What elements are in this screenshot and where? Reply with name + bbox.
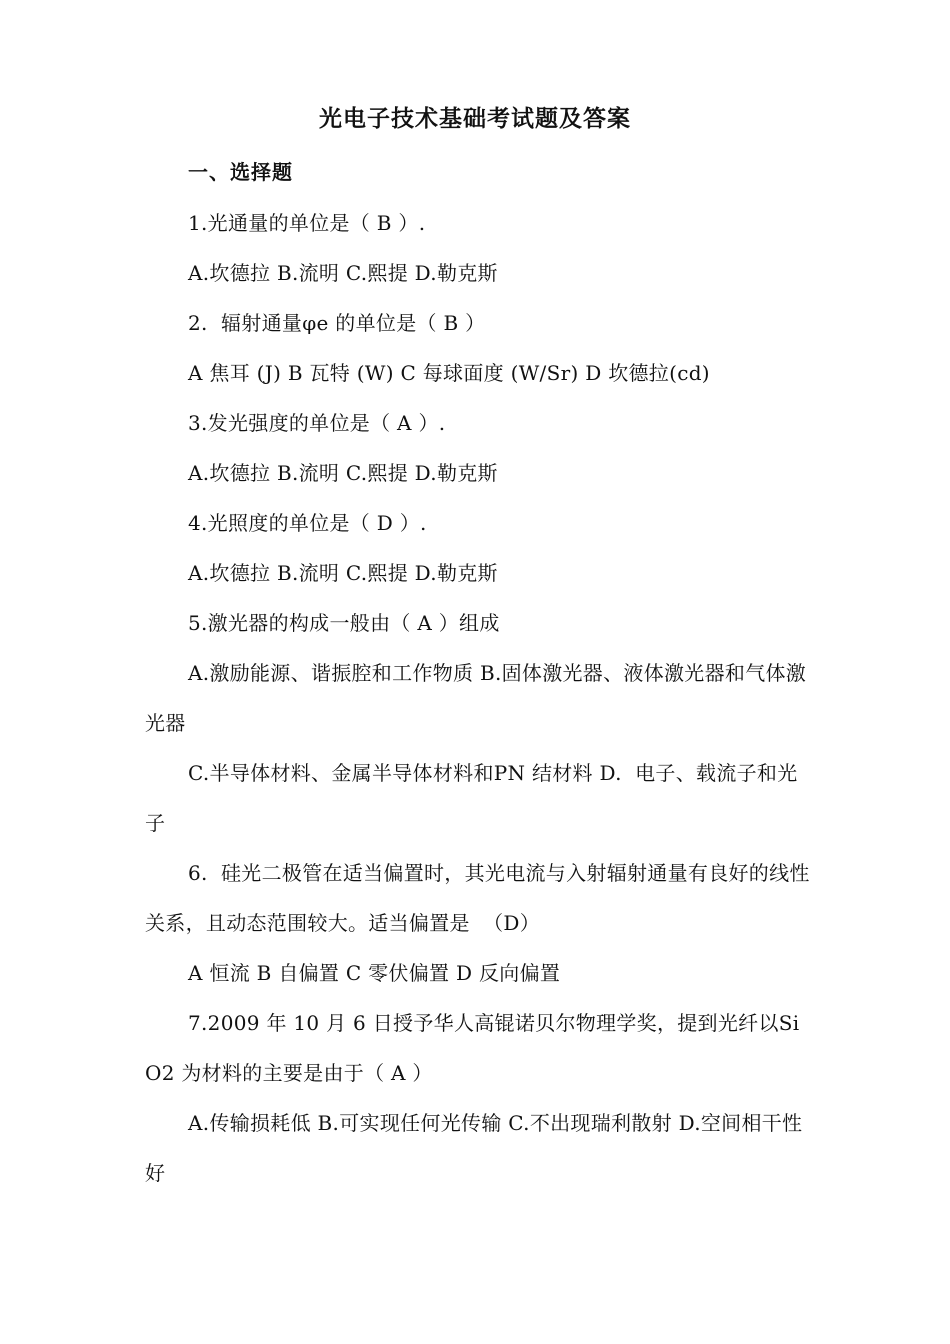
question-5-options-cd: C.半导体材料、金属半导体材料和PN 结材料 D. 电子、载流子和光子: [145, 761, 798, 835]
question-1-options: A.坎德拉 B.流明 C.熙提 D.勒克斯: [188, 261, 498, 285]
question-2-options: A 焦耳 (J) B 瓦特 (W) C 每球面度 (W/Sr) D 坎德拉(cd): [188, 361, 710, 385]
question-4-options: A.坎德拉 B.流明 C.熙提 D.勒克斯: [188, 561, 498, 585]
question-7: 7.2009 年 10 月 6 日授予华人高锟诺贝尔物理学奖，提到光纤以SiO2 为材料的主要是由于（ A ）: [145, 1011, 800, 1085]
question-1: 1.光通量的单位是（ B ）.: [188, 211, 426, 235]
question-6: 6. 硅光二极管在适当偏置时，其光电流与入射辐射通量有良好的线性关系，且动态范围较大。适当偏置是 （D）: [145, 861, 810, 935]
question-5: 5.激光器的构成一般由（ A ）组成: [188, 611, 500, 635]
question-list: [145, 198, 813, 1198]
question-6-options: A 恒流 B 自偏置 C 零伏偏置 D 反向偏置: [188, 961, 561, 985]
question-3-options: A.坎德拉 B.流明 C.熙提 D.勒克斯: [188, 461, 498, 485]
section-heading: 一、选择题: [188, 160, 293, 184]
question-4: 4.光照度的单位是（ D ）.: [188, 511, 427, 535]
question-7-options: A.传输损耗低 B.可实现任何光传输 C.不出现瑞利散射 D.空间相干性好: [145, 1111, 803, 1185]
question-5-options-ab: A.激励能源、谐振腔和工作物质 B.固体激光器、液体激光器和气体激光器: [145, 661, 807, 735]
question-2: 2. 辐射通量φe 的单位是（ B ）: [188, 311, 486, 335]
document-title: 光电子技术基础考试题及答案: [319, 105, 631, 132]
question-3: 3.发光强度的单位是（ A ）.: [188, 411, 446, 435]
